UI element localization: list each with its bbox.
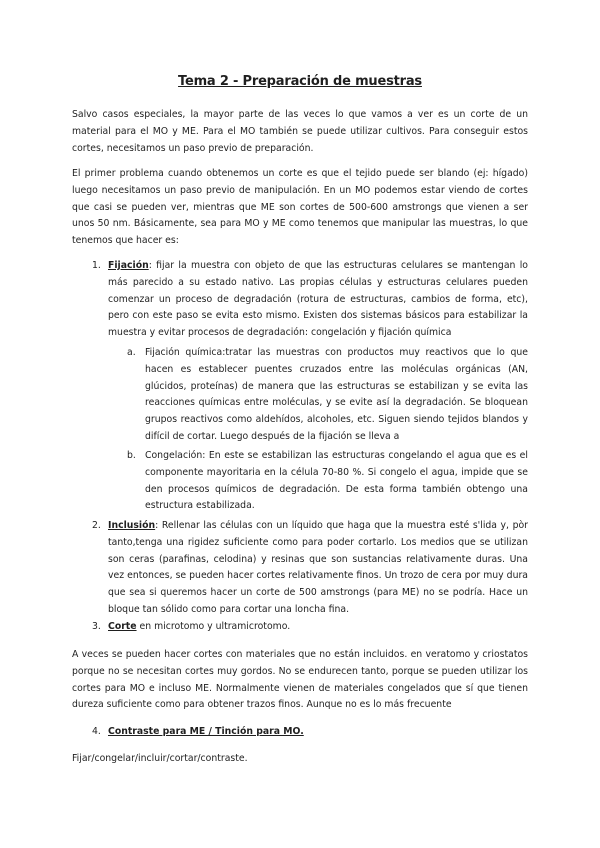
list-item-corte: [108, 619, 528, 636]
item-text-corte: en microtomo y ultramicrotomo.: [136, 621, 291, 632]
item-text-fijacion: : fijar la muestra con objeto de que las estructuras celulares se mantengan lo más parecido a su estado nativo. Las propias células y estructuras celulares pueden comenzar un proceso de degradación (rotura de estructuras, cambios de forma, etc), pero con este paso se evita esto mismo. Existen dos sistemas básicos para estabilizar la muestra y evitar procesos de degradación: congelación y fijación química: [108, 260, 528, 339]
item-heading-fijacion: Fijación: [108, 260, 149, 271]
list-number-2: 2.: [92, 520, 101, 531]
item-heading-corte: Corte: [108, 621, 137, 632]
item-heading-contraste: Contraste para ME / Tinción para MO.: [108, 726, 304, 737]
sublist-item-fijacion-quimica: Fijación química:tratar las muestras con productos muy reactivos que lo que hacen es establecer puentes cruzados entre las moléculas orgánicas (AN, glúcidos, proteínas) de manera que las estructuras se estabilizan y se evita las reacciones químicas entre moléculas, y se evite así la degradación. Se bloquean grupos reactivos como aldehídos, alcoholes, etc. Siguen siendo tejidos blandos y difícil de cortar. Luego después de la fijación se lleva a: [145, 347, 528, 442]
paragraph-cortes: A veces se pueden hacer cortes con materiales que no están incluidos. en veratomo y criostatos porque no se necesitan cortes muy gordos. No se endurecen tanto, porque se pueden utilizar los cortes para MO e incluso ME. Normalmente vienen de materiales congelados que sí que tienen dureza suficiente como para obtener trazos finos. Aunque no es lo más frecuente: [72, 649, 528, 711]
sublist-item-congelacion: Congelación: En este se estabilizan las estructuras congelando el agua que es el componente mayoritaria en la célula 70-80 %. Si congelo el agua, impide que se den procesos químicos de degradación. De esta forma también obtengo una estructura estabilizada.: [145, 450, 528, 512]
item-heading-inclusion: Inclusión: [108, 520, 156, 531]
page-title: Tema 2 - Preparación de muestras: [178, 74, 422, 89]
sublist-letter-b: b.: [127, 450, 136, 461]
intro-paragraph-2: El primer problema cuando obtenemos un corte es que el tejido puede ser blando (ej: hígado) luego necesitamos un paso previo de manipulación. En un MO podemos estar viendo de cortes que casi se pueden ver, mientras que ME son cortes de 500-600 amstrongs que vienen a ser unos 50 nm. Básicamente, sea para MO y ME como tenemos que manipular las muestras, lo que tenemos que hacer es:: [72, 168, 528, 247]
list-number-4: 4.: [92, 726, 101, 737]
intro-paragraph-1: Salvo casos especiales, la mayor parte de las veces lo que vamos a ver es un corte de un material para el MO y ME. Para el MO también se puede utilizar cultivos. Para conseguir estos cortes, necesitamos un paso previo de preparación.: [72, 109, 528, 154]
list-item-contraste: [108, 724, 528, 741]
list-number-1: 1.: [92, 260, 101, 271]
item-text-inclusion: : Rellenar las células con un líquido que haga que la muestra esté s'lida y, pòr tanto,tenga una rigidez suficiente como para poder cortarlo. Los medios que se utilizan son ceras (parafinas, celodina) y resinas que son sustancias relativamente duras. Una vez entonces, se pueden hacer cortes relativamente finos. Un trozo de cera por muy dura que sea si queremos hacer un corte de 500 amstrongs (para ME) no se podría. Hace un bloque tan sólido como para cortar una loncha fina.: [108, 520, 528, 615]
list-number-3: 3.: [92, 621, 101, 632]
closing-line: Fijar/congelar/incluir/cortar/contraste.: [72, 753, 248, 764]
sublist-letter-a: a.: [127, 347, 136, 358]
list-item-fijacion: [108, 258, 528, 342]
list-item-inclusion: [108, 518, 528, 619]
